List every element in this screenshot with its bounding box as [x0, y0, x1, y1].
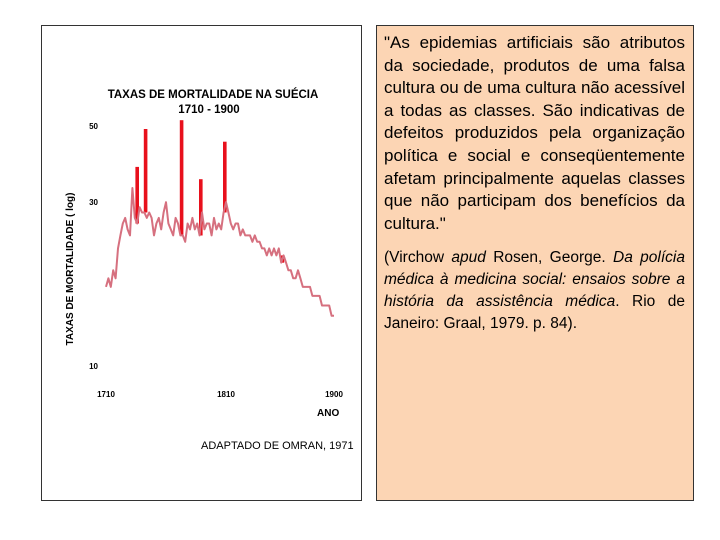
- x-tick-label: 1710: [97, 390, 115, 399]
- x-tick-label: 1810: [217, 390, 235, 399]
- citation-apud: apud: [451, 249, 486, 267]
- chart-subtitle: 1710 - 1900: [178, 104, 240, 116]
- citation: [384, 247, 685, 335]
- source-note: ADAPTADO DE OMRAN, 1971: [201, 440, 354, 452]
- y-tick-label: 50: [89, 122, 98, 131]
- y-tick-label: 30: [89, 198, 98, 208]
- epidemic-peak-bar: [180, 120, 184, 235]
- x-axis-ticks: [97, 390, 343, 399]
- quote-panel: [376, 25, 694, 501]
- mortality-chart: [42, 26, 363, 502]
- epidemic-peaks: [135, 120, 284, 263]
- chart-title: TAXAS DE MORTALIDADE NA SUÉCIA: [107, 89, 319, 101]
- citation-suffix: . Rio de Janeiro: Graal, 1979. p. 84).: [384, 293, 685, 333]
- y-tick-label: 10: [89, 362, 98, 371]
- mortality-line: [106, 188, 334, 316]
- virchow-quote: "As epidemias artificiais são atributos da sociedade, produtos de uma falsa cultura ou de uma cultura não acessível a todas as classes. São indicativas de defeitos produzidos pela organização política e social e conseqüentemente afetam principalmente aquelas classes que não participam dos benefícios da cultura.": [384, 33, 685, 233]
- citation-title: Da polícia médica à medicina social: ensaios sobre a história da assistência médica: [384, 249, 685, 311]
- citation-prefix: (Virchow: [384, 249, 452, 267]
- y-axis-ticks: [89, 122, 98, 371]
- citation-author: Rosen, George.: [485, 249, 614, 267]
- x-axis-label: ANO: [317, 408, 340, 419]
- epidemic-peak-bar: [144, 129, 148, 213]
- x-tick-label: 1900: [325, 390, 343, 399]
- y-axis-label: TAXAS DE MORTALIDADE ( log): [65, 192, 76, 346]
- chart-panel: [41, 25, 362, 501]
